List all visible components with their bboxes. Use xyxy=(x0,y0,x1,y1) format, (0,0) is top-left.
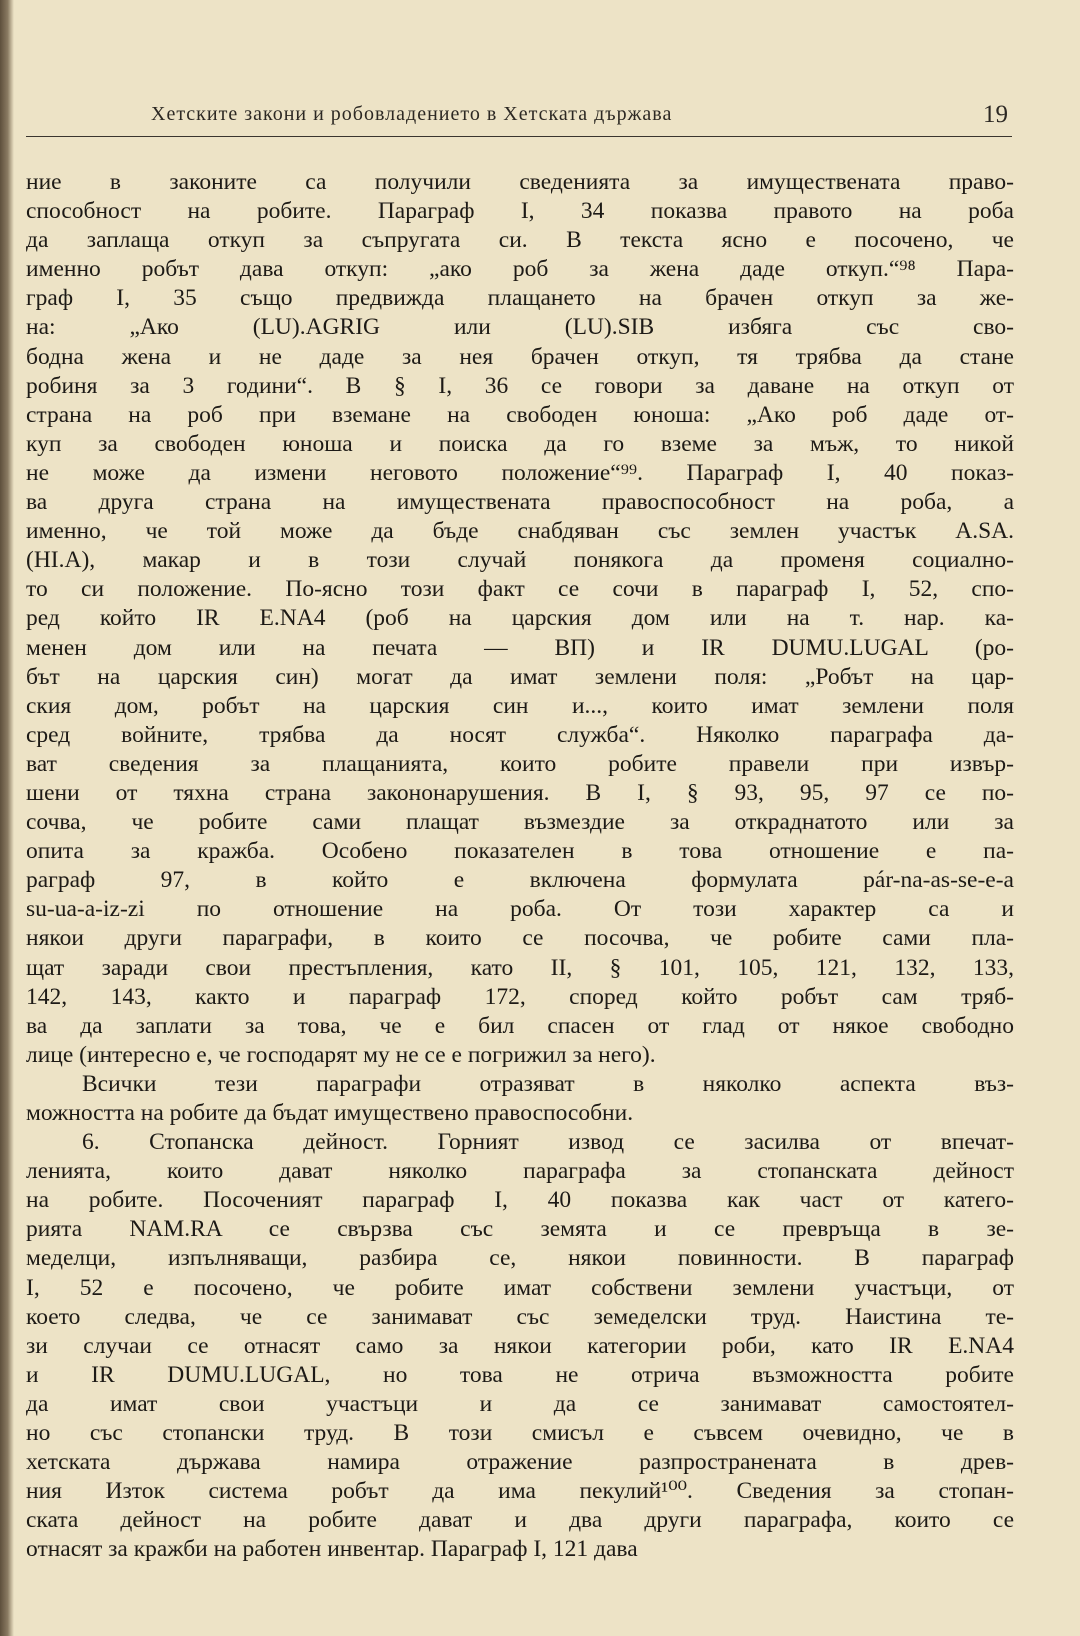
text-line: зи случаи се отнасят само за някои категории роби, като IR E.NA4 xyxy=(26,1332,1014,1359)
text-line: 6. Стопанска дейност. Горният извод се засилва от впечат- xyxy=(82,1129,1014,1156)
text-line: бът на царския син) могат да имат землени поля: „Робът на цар- xyxy=(26,663,1014,690)
text-line: рията NAM.RA се свързва със земята и се превръща в зе- xyxy=(26,1216,1014,1243)
text-line: ния Изток система робът да има пекулий¹⁰⁰. Сведения за стопан- xyxy=(26,1478,1014,1505)
text-line: то си положение. По-ясно този факт се сочи в параграф I, 52, спо- xyxy=(26,576,1014,603)
text-line: на: „Ако (LU).AGRIG или (LU).SIB избяга със сво- xyxy=(26,314,1014,341)
running-title: Хетските закони и робовладението в Хетската държава xyxy=(151,103,673,125)
text-line: 142, 143, както и параграф 172, според който робът сам тряб- xyxy=(26,983,1014,1010)
text-line: не може да измени неговото положение“⁹⁹. Параграф I, 40 показ- xyxy=(26,459,1014,486)
text-line: куп за свободен юноша и поиска да го вземе за мъж, то никой xyxy=(26,430,1014,457)
text-line: и IR DUMU.LUGAL, но това не отрича възможността робите xyxy=(26,1361,1014,1388)
text-line: сред войните, трябва да носят служба“. Няколко параграфа да- xyxy=(26,721,1014,748)
text-line: ския дом, робът на царския син и..., които имат землени поля xyxy=(26,692,1014,719)
text-line: страна на роб при вземане на свободен юноша: „Ако роб даде от- xyxy=(26,401,1014,428)
text-line: шени от тяхна страна закононарушения. В I, § 93, 95, 97 се по- xyxy=(26,779,1014,806)
text-line: Всички тези параграфи отразяват в няколко аспекта въз- xyxy=(82,1070,1014,1097)
text-line: лице (интересно е, че господарят му не се е погрижил за него). xyxy=(26,1041,656,1068)
text-line: именно, че той може да бъде снабдяван със землен участък A.SA. xyxy=(26,518,1014,545)
book-spine-shadow xyxy=(0,0,14,1636)
text-line: опита за кражба. Особено показателен в това отношение е па- xyxy=(26,838,1014,865)
text-line: граф I, 35 също предвижда плащането на брачен откуп за же- xyxy=(26,285,1014,312)
text-line: ската дейност на робите дават и два други параграфа, които се xyxy=(26,1507,1014,1534)
book-page xyxy=(26,0,1034,1636)
text-line: отнасят за кражби на работен инвентар. Параграф I, 121 дава xyxy=(26,1536,638,1563)
text-line: раграф 97, в който е включена формулата pár-na-as-se-e-a xyxy=(26,867,1014,894)
body-text xyxy=(26,168,1014,1565)
text-line: именно робът дава откуп: „ако роб за жена даде откуп.“⁹⁸ Пара- xyxy=(26,256,1014,283)
text-line: ние в законите са получили сведенията за имуществената право- xyxy=(26,169,1014,195)
text-line: su-ua-a-iz-zi по отношение на роба. От този характер са и xyxy=(26,896,1014,923)
text-line: което следва, че се занимават със земеделски труд. Наистина те- xyxy=(26,1303,1014,1330)
text-line: бодна жена и не даде за нея брачен откуп, тя трябва да стане xyxy=(26,343,1014,370)
text-line: ленията, които дават няколко параграфа за стопанската дейност xyxy=(26,1158,1014,1185)
text-line: меделци, изпълняващи, разбира се, някои повинности. В параграф xyxy=(26,1245,1014,1272)
text-line: способност на робите. Параграф I, 34 показва правото на роба xyxy=(26,198,1014,225)
text-line: ва да заплати за това, че е бил спасен от глад от някое свободно xyxy=(26,1012,1014,1039)
text-line: ред който IR E.NA4 (роб на царския дом или на т. нар. ка- xyxy=(26,605,1014,632)
running-header xyxy=(26,103,1034,135)
paragraph xyxy=(26,1128,1014,1564)
text-line: ват сведения за плащанията, които робите правели при извър- xyxy=(26,750,1014,777)
text-line: щат заради свои престъпления, като II, § 101, 105, 121, 132, 133, xyxy=(26,954,1014,981)
text-line: I, 52 е посочено, че робите имат собствени землени участъци, от xyxy=(26,1274,1014,1301)
header-rule xyxy=(26,136,1012,137)
text-line: да имат свои участъци и да се занимават самостоятел- xyxy=(26,1390,1014,1417)
paragraph xyxy=(26,1070,1014,1128)
text-line: можността на робите да бъдат имуществено правоспособни. xyxy=(26,1100,634,1126)
text-line: (HI.A), макар и в този случай понякога да променя социално- xyxy=(26,547,1014,574)
page-number: 19 xyxy=(983,101,1008,128)
text-line: но със стопански труд. В този смисъл е съвсем очевидно, че в xyxy=(26,1420,1014,1447)
paragraph xyxy=(26,168,1014,1070)
text-line: на робите. Посоченият параграф I, 40 показва как част от катего- xyxy=(26,1187,1014,1214)
text-line: ва друга страна на имуществената правоспособност на роба, а xyxy=(26,489,1014,516)
text-line: някои други параграфи, в които се посочва, че робите сами пла- xyxy=(26,925,1014,952)
text-line: менен дом или на печата — ВП) и IR DUMU.LUGAL (ро- xyxy=(26,634,1014,661)
text-line: хетската държава намира отражение разпространената в древ- xyxy=(26,1449,1014,1476)
text-line: да заплаща откуп за съпругата си. В текста ясно е посочено, че xyxy=(26,227,1014,254)
text-line: сочва, че робите сами плащат възмездие за откраднатото или за xyxy=(26,809,1014,836)
text-line: робиня за 3 години“. В § I, 36 се говори за даване на откуп от xyxy=(26,372,1014,399)
